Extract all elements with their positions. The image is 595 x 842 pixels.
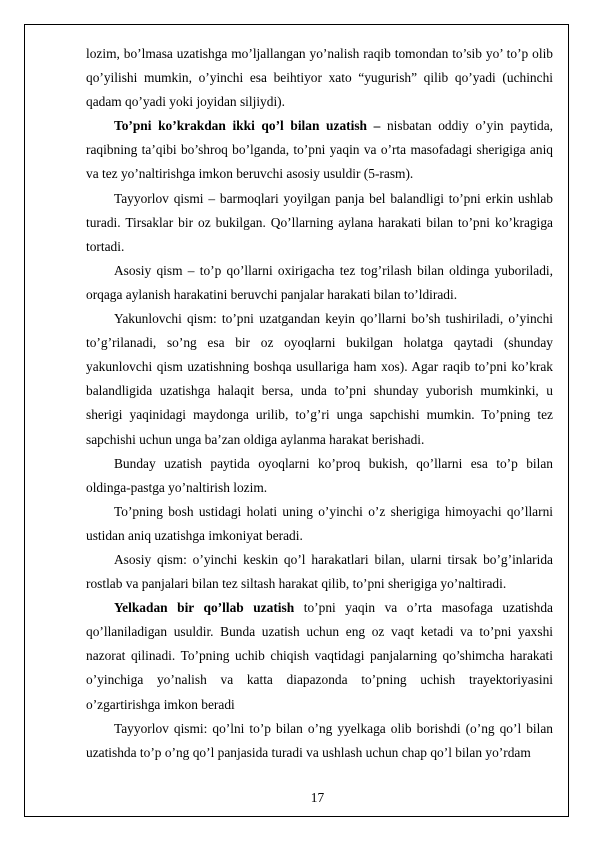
paragraph-3 [86,187,553,259]
paragraph-2 [86,114,553,186]
body-text [86,42,553,765]
paragraph-3-text: Tayyorlov qismi – barmoqlari yoyilgan panja bel balandligi to’pni erkin ushlab turadi. Tirsaklar bir oz bukilgan. Qo’llarning aylana harakati bilan to’pni ko’kragiga tortadi. [86,190,553,254]
paragraph-10-text: Tayyorlov qismi: qo’lni to’p bilan o’ng yyelkaga olib borishdi (o’ng qo’l bilan uzatishda to’p o’ng qo’l panjasida turadi va ushlash uchun chap qo’l bilan yo’rdam [86,720,553,760]
paragraph-2-text: nisbatan oddiy o’yin paytida, raqibning ta’qibi bo’shroq bo’lganda, to’pni yaqin va o’rta masofadagi sherigiga aniq va tez yo’naltirishga imkon beruvchi asosiy usuldir (5-rasm). [86,118,553,182]
paragraph-5 [86,307,553,452]
paragraph-8-text: Asosiy qism: o’yinchi keskin qo’l harakatlari bilan, ularni tirsak bo’g’inlarida rostlab va panjalari bilan tez siltash harakat qilib, to’pni sherigiga yo’naltiradi. [86,551,553,592]
paragraph-9 [86,596,553,716]
paragraph-4 [86,259,553,307]
paragraph-9-heading: Yelkadan bir qo’llab uzatish [114,600,295,616]
paragraph-7 [86,500,553,548]
paragraph-7-text: To’pning bosh ustidagi holati uning o’yinchi o’z sherigiga himoyachi qo’llarni ustidan aniq uzatishga imkoniyat beradi. [86,503,553,543]
paragraph-1 [86,42,553,114]
paragraph-8 [86,548,553,596]
paragraph-6 [86,452,553,500]
paragraph-9-text: to’pni yaqin va o’rta masofaga uzatishda qo’llaniladigan usuldir. Bunda uzatish uchun eng oz vaqt ketadi va to’pni yaxshi nazorat qilinadi. To’pning uchib chiqish vaqtidagi panjalarning qo’shimcha harakati o’yinchiga yo’nalish va katta diapazonda to’pning uchish trayektoriyasini o’zgartirishga imkon beradi [86,600,553,712]
paragraph-2-heading: To’pni ko’krakdan ikki qo’l bilan uzatish – [114,118,381,134]
page-number: 17 [310,790,325,805]
paragraph-10 [86,717,553,765]
paragraph-1-text: lozim, bo’lmasa uzatishga mo’ljallangan yo’nalish raqib tomondan to’sib yo’ to’p olib qo’yilishi mumkin, o’yinchi esa beihtiyor xato “yugurish” qilib qo’yadi (uchinchi qadam qo’yadi yoki joyidan siljiydi). [86,46,553,110]
paragraph-6-text: Bunday uzatish paytida oyoqlarni ko’proq bukish, qo’llarni esa to’p bilan oldinga-pastga yo’naltirish lozim. [86,455,553,495]
paragraph-5-text: Yakunlovchi qism: to’pni uzatgandan keyin qo’llarni bo’sh tushiriladi, o’yinchi to’g’rilanadi, so’ng esa bir oz oyoqlarni bukilgan holatga qaytadi (shunday yakunlovchi qism uzatishning boshqa usullariga ham xos). Agar raqib to’pni ko’krak balandligida uzatishga halaqit bersa, unda to’pni shunday yuborish mumkinki, u sherigi yaqinidagi maydonga urilib, to’g’ri unga sapchishi mumkin. To’pning tez sapchishi uchun unga ba’zan oldiga aylanma harakat berishadi. [86,311,553,447]
paragraph-4-text: Asosiy qism – to’p qo’llarni oxirigacha tez tog’rilash bilan oldinga yuboriladi, orqaga aylanish harakatini beruvchi panjalar harakati bilan to’ldiradi. [86,262,553,302]
